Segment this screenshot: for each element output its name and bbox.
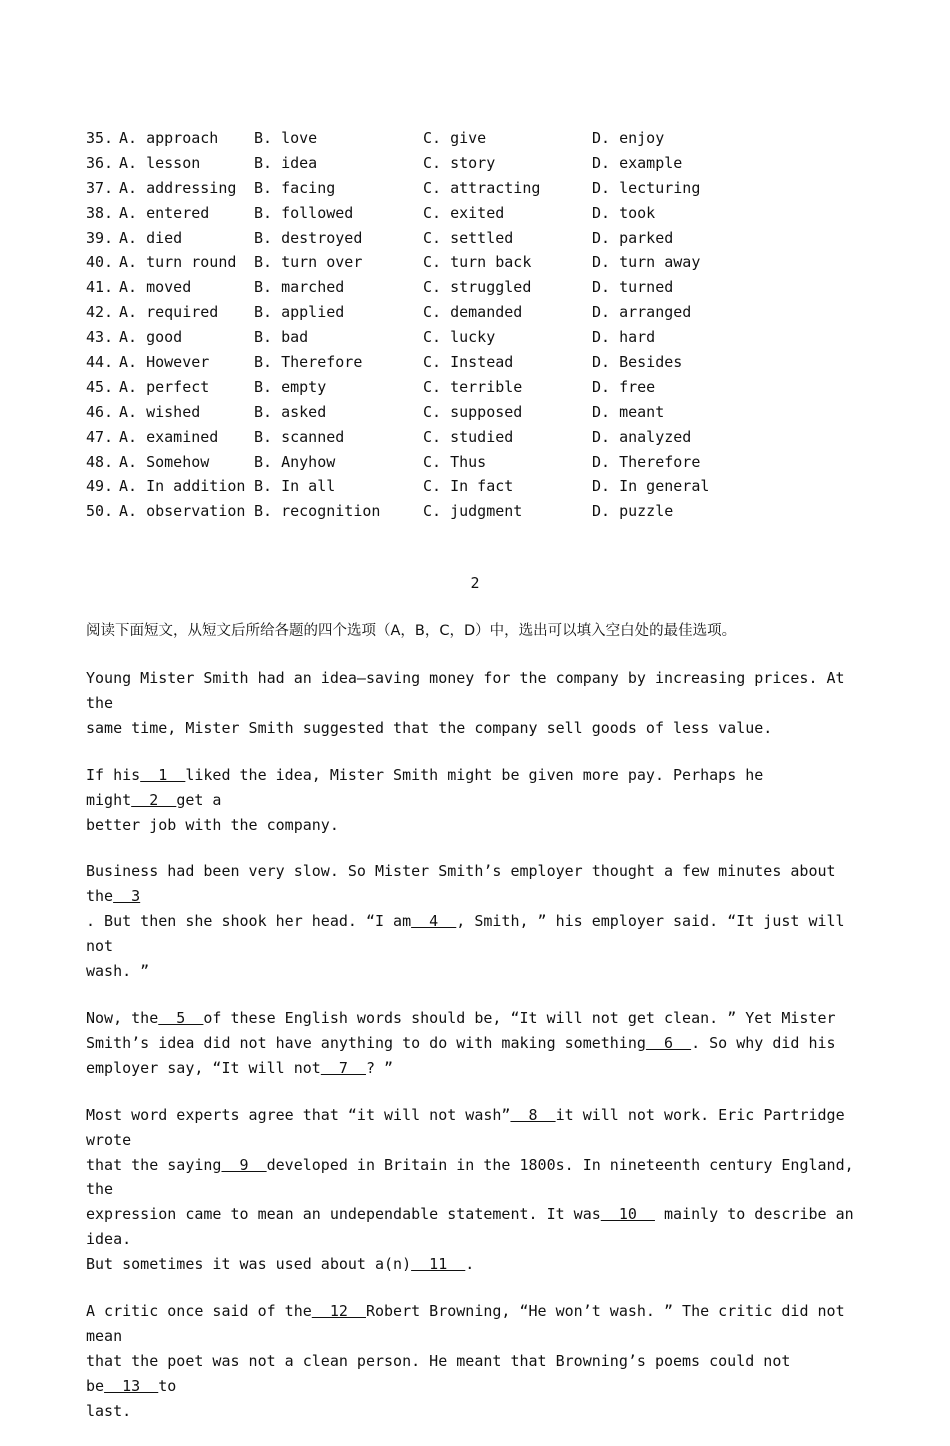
question-number: 40.	[86, 253, 114, 272]
paragraph-text: .	[465, 1255, 475, 1274]
option-d: D. Besides	[592, 353, 683, 372]
option-d: D. turn away	[592, 253, 701, 272]
option-c: C. lucky	[423, 328, 496, 347]
option-a: A. lesson	[119, 153, 201, 172]
instruction-text: 阅读下面短文，从短文后所给各题的四个选项（A，B，C，D）中，选出可以填入空白处的最佳选项。	[86, 623, 737, 639]
option-b: B. recognition	[254, 502, 381, 521]
passage-paragraph	[86, 763, 866, 838]
question-number: 47.	[86, 427, 114, 446]
option-d: D. free	[592, 377, 656, 396]
option-c: C. Thus	[423, 452, 487, 471]
option-d: D. lecturing	[592, 178, 701, 197]
option-b: B. Therefore	[254, 353, 363, 372]
option-a: A. wished	[119, 402, 201, 421]
option-b: B. bad	[254, 328, 309, 347]
option-b: B. facing	[254, 178, 336, 197]
blank-number: 13	[104, 1376, 159, 1395]
option-a: A. turn round	[119, 253, 237, 272]
option-b: B. In all	[254, 477, 336, 496]
paragraph-text: get a better job with the company.	[86, 790, 339, 834]
paragraph-text: it will not work. Eric Partridge wrote that the saying	[86, 1105, 845, 1174]
option-a: A. In addition	[119, 477, 246, 496]
blank-number: 4	[411, 912, 457, 931]
option-c: C. supposed	[423, 402, 523, 421]
blank-number: 8	[510, 1105, 556, 1124]
cloze-passage	[86, 619, 866, 1446]
option-a: A. entered	[119, 203, 210, 222]
option-d: D. In general	[592, 477, 710, 496]
paragraph-text: Now, the	[86, 1008, 159, 1027]
passage-paragraph	[86, 1299, 866, 1424]
question-number: 49.	[86, 477, 114, 496]
option-a: A. perfect	[119, 377, 210, 396]
blank-number: 6	[645, 1033, 692, 1052]
option-b: B. followed	[254, 203, 354, 222]
option-d: D. Therefore	[592, 452, 701, 471]
option-b: B. empty	[254, 377, 327, 396]
option-a: A. required	[119, 303, 219, 322]
passage-paragraph	[86, 1006, 866, 1081]
blank-number: 12	[311, 1302, 366, 1321]
option-d: D. arranged	[592, 303, 692, 322]
option-b: B. turn over	[254, 253, 363, 272]
option-c: C. give	[423, 129, 487, 147]
paragraph-text: . But then she shook her head. “I am	[86, 912, 412, 931]
question-number: 36.	[86, 153, 114, 172]
blank-number: 10	[600, 1205, 655, 1224]
passage-paragraph	[86, 859, 866, 984]
paragraph-text: , Smith, ” his employer said. “It just will not wash. ”	[86, 912, 845, 981]
option-a: A. addressing	[119, 178, 237, 197]
option-b: B. marched	[254, 278, 345, 297]
question-number: 41.	[86, 278, 114, 297]
option-c: C. demanded	[423, 303, 523, 322]
question-number: 50.	[86, 502, 114, 521]
option-b: B. love	[254, 129, 318, 147]
option-b: B. asked	[254, 402, 327, 421]
option-c: C. Instead	[423, 353, 514, 372]
blank-number: 9	[221, 1155, 267, 1174]
paragraph-text: . So why did his employer say, “It will not	[86, 1033, 836, 1077]
option-a: A. moved	[119, 278, 192, 297]
passage-paragraph	[86, 666, 866, 741]
paragraph-text: A critic once said of the	[86, 1302, 312, 1321]
blank-number: 5	[158, 1008, 204, 1027]
paragraph-text: Business had been very slow. So Mister Smith’s employer thought a few minutes about the	[86, 862, 845, 906]
option-d: D. hard	[592, 328, 656, 347]
option-c: C. terrible	[423, 377, 523, 396]
paragraph-text: If his	[86, 765, 141, 784]
page-number: 2	[470, 574, 480, 592]
paragraph-text: of these English words should be, “It will not get clean. ” Yet Mister Smith’s idea did not have anything to do with making something	[86, 1008, 836, 1052]
question-number: 35.	[86, 129, 114, 147]
paragraph-text: Most word experts agree that “it will not wash”	[86, 1105, 511, 1124]
option-b: B. Anyhow	[254, 452, 336, 471]
option-a: A. approach	[119, 129, 219, 147]
paragraph-text: Young Mister Smith had an idea—saving money for the company by increasing prices. At the same time, Mister Smith suggested that the company sell goods of less value.	[86, 669, 845, 737]
option-d: D. turned	[592, 278, 674, 297]
option-b: B. scanned	[254, 427, 345, 446]
option-a: A. good	[119, 328, 183, 347]
passage-paragraph	[86, 1103, 866, 1277]
option-c: C. attracting	[423, 178, 541, 197]
option-a: A. Somehow	[119, 452, 210, 471]
option-d: D. analyzed	[592, 427, 692, 446]
paragraph-text: to last.	[86, 1376, 177, 1420]
option-a: A. died	[119, 228, 183, 247]
blank-number: 3	[113, 887, 141, 906]
option-a: A. However	[119, 353, 210, 372]
option-d: D. parked	[592, 228, 674, 247]
option-d: D. meant	[592, 402, 665, 421]
option-c: C. story	[423, 153, 496, 172]
question-number: 43.	[86, 328, 114, 347]
paragraph-text: mainly to describe an idea. But sometimes it was used about a(n)	[86, 1205, 854, 1274]
option-d: D. enjoy	[592, 129, 665, 147]
paragraph-text: developed in Britain in the 1800s. In nineteenth century England, the expression came to mean an undependable statement. It was	[86, 1155, 854, 1224]
question-number: 42.	[86, 303, 114, 322]
question-number: 37.	[86, 178, 114, 197]
option-c: C. struggled	[423, 278, 532, 297]
option-b: B. applied	[254, 303, 345, 322]
question-number: 44.	[86, 353, 114, 372]
paragraph-text: liked the idea, Mister Smith might be given more pay. Perhaps he might	[86, 765, 773, 809]
question-number: 38.	[86, 203, 114, 222]
option-d: D. took	[592, 203, 656, 222]
paragraph-text: Robert Browning, “He won’t wash. ” The critic did not mean that the poet was not a clean person. He meant that Browning’s poems could not be	[86, 1302, 845, 1395]
blank-number: 7	[320, 1058, 366, 1077]
option-a: A. observation	[119, 502, 246, 521]
option-c: C. turn back	[423, 253, 532, 272]
option-d: D. puzzle	[592, 502, 674, 521]
blank-number: 2	[131, 790, 177, 809]
option-c: C. judgment	[423, 502, 523, 521]
blank-number: 11	[411, 1255, 466, 1274]
question-number: 39.	[86, 228, 114, 247]
blank-number: 1	[140, 765, 186, 784]
option-d: D. example	[592, 153, 683, 172]
option-c: C. exited	[423, 203, 505, 222]
option-c: C. In fact	[423, 477, 514, 496]
option-c: C. settled	[423, 228, 514, 247]
option-b: B. destroyed	[254, 228, 363, 247]
option-c: C. studied	[423, 427, 514, 446]
paragraph-text: ? ”	[365, 1058, 394, 1077]
question-number: 46.	[86, 402, 114, 421]
question-number: 45.	[86, 377, 114, 396]
option-a: A. examined	[119, 427, 219, 446]
question-number: 48.	[86, 452, 114, 471]
option-b: B. idea	[254, 153, 318, 172]
